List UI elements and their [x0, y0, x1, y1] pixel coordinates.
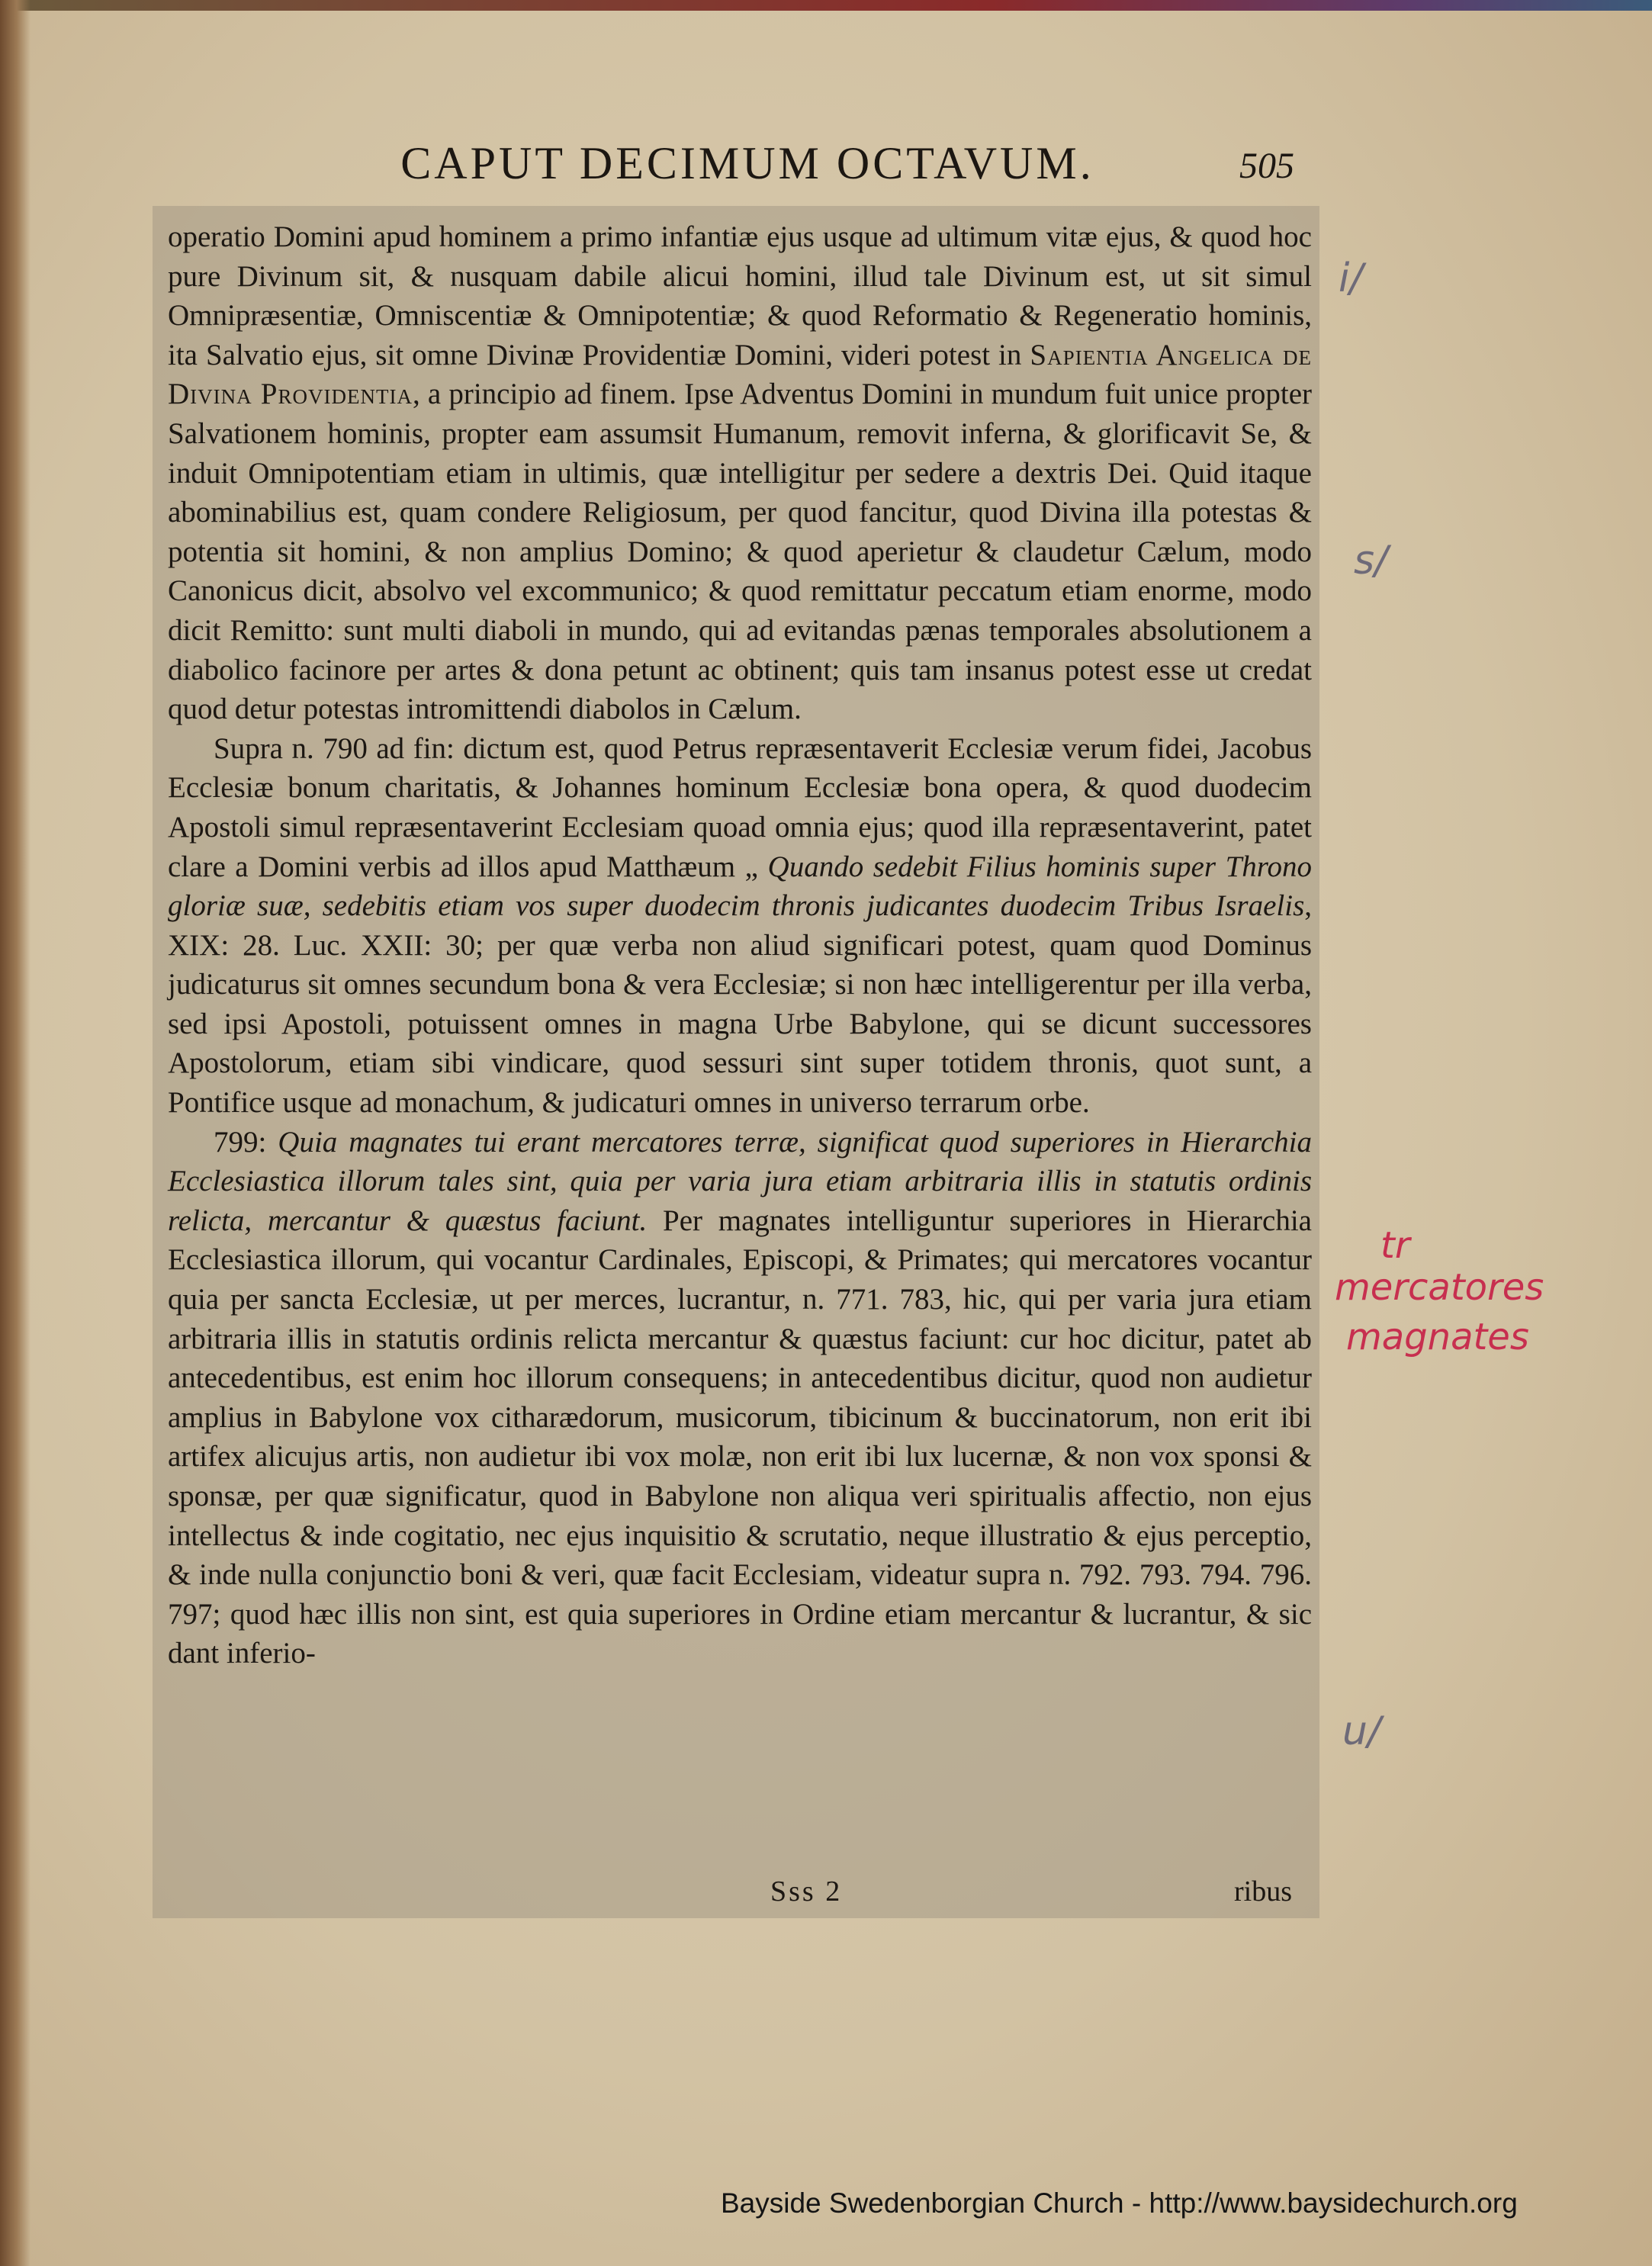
pencil-margin-mark-3: u/ [1342, 1708, 1381, 1754]
paragraph-2: Supra n. 790 ad fin: dictum est, quod Petrus repræsentaverit Ecclesiæ verum fidei, Jacobus Ecclesiæ bonum charitatis, & Johannes hominum Ecclesiæ bona opera, & quod duodecim Apostoli simul repræsentaverint Ecclesiam quoad omnia ejus; quod illa repræsentaverint, patet clare a Domini verbis ad illos apud Matthæum „ Quando sedebit Filius hominis super Throno gloriæ suæ, sedebitis etiam vos super duodecim thronis judicantes duodecim Tribus Israelis, XIX: 28. Luc. XXII: 30; per quæ verba non aliud significari potest, quam quod Dominus judicaturus sit omnes secundum bona & vera Ecclesiæ; si non hæc intelligerentur per illa verba, sed ipsi Apostoli, potuissent omnes in magna Urbe Babylone, qui se dicunt successores Apostolorum, etiam sibi vindicare, quod sessuri sint super totidem thronis, quot sunt, a Pontifice usque ad monachum, & judicaturi omnes in universo terrarum orbe. [168, 731, 1312, 1120]
running-title: CAPUT DECIMUM OCTAVUM. [400, 138, 1094, 188]
red-margin-note-tr: tr [1380, 1224, 1410, 1267]
cited-work-title: Sapientia Angelica de Divina Providentia [168, 338, 1313, 411]
page-number: 505 [1239, 146, 1294, 186]
main-text [168, 217, 1312, 1673]
red-margin-note-magnates: magnates [1346, 1316, 1529, 1358]
pencil-margin-mark-2: s/ [1354, 538, 1388, 583]
pencil-margin-mark-1: i/ [1339, 256, 1363, 301]
paragraph-1: operatio Domini apud hominem a primo infantiæ ejus usque ad ultimum vitæ ejus, & quod hoc pure Divinum sit, & nusquam dabile alicui homini, illud tale Divinum est, ut sit simul Omnipræsentiæ, Omniscentiæ & Omnipotentiæ; & quod Reformatio & Regeneratio hominis, ita Salvatio ejus, sit omne Divinæ Providentiæ Domini, videri potest in Sapientia Angelica de Divina Providentia, a principio ad finem. Ipse Adventus Domini in mundum fuit unice propter Salvationem hominis, propter eam assumsit Humanum, removit inferna, & glorificavit Se, & induit Omnipotentiam etiam in ultimis, quæ intelligitur per sedere a dextris Dei. Quid itaque abominabilius est, quam condere Religiosum, per quod fancitur, quod Divina illa potestas & potentia sit homini, & non amplius Domino; & quod aperietur & claudetur Cælum, modo Canonicus dicit, absolvo vel excommunico; & quod remittatur peccatum etiam enorme, modo dicit Remitto: sunt multi diaboli in mundo, qui ad evitandas pænas temporales absolutionem a diabolico facinore per artes & dona petunt ac obtinent; quis tam insanus potest esse ut credat quod detur potestas intromittendi diabolos in Cælum. [168, 220, 1313, 726]
paragraph-3: 799: Quia magnates tui erant mercatores terræ, significat quod superiores in Hierarchia Ecclesiastica illorum tales sint, quia per varia jura etiam arbitraria illis in statutis ordinis relicta, mercantur & quæstus faciunt. Per magnates intelliguntur superiores in Hierarchia Ecclesiastica illorum, qui vocantur Cardinales, Episcopi, & Primates; qui mercatores vocantur quia per sancta Ecclesiæ, ut per merces, lucrantur, n. 771. 783, hic, qui per varia jura etiam arbitraria illis in statutis ordinis relicta mercantur & quæstus faciunt: cur hoc dicitur, patet ab antecedentibus, est enim hoc illorum consequens; in antecedentibus dicitur, quod non audietur amplius in Babylone vox citharædorum, musicorum, tibicinum & buccinatorum, non erit ibi artifex alicujus artis, non audietur ibi vox molæ, non erit ibi lux lucernæ, & non vox sponsi & sponsæ, per quæ significatur, quod in Babylone non aliqua veri spiritualis affectio, non ejus intellectus & inde cogitatio, nec ejus inquisitio & scrutatio, neque illustratio & ejus perceptio, & inde nulla conjunctio boni & veri, quæ facit Ecclesiam, videatur supra n. 792. 793. 794. 796. 797; quod hæc illis non sint, est quia superiores in Ordine etiam mercantur & lucrantur, & sic dant inferio- [168, 1125, 1312, 1670]
red-margin-note-mercatores: mercatores [1335, 1266, 1544, 1309]
verse-explanation: Quia magnates tui erant mercatores terræ, significat quod superiores in Hierarchia Ecclesiastica illorum tales sint, quia per varia jura etiam arbitraria illis in statutis ordinis relicta, mercantur & quæstus faciunt. [168, 1125, 1312, 1237]
book-binding-edge [0, 0, 31, 2266]
signature-mark: Sss 2 [770, 1875, 843, 1908]
scripture-quote: Quando sedebit Filius hominis super Throno gloriæ suæ, sedebitis etiam vos super duodecim thronis judicantes duodecim Tribus Israelis [168, 850, 1312, 923]
section-number: 799: [214, 1125, 267, 1159]
catchword: ribus [1234, 1875, 1292, 1908]
page-top-edge [0, 0, 1652, 11]
watermark-credit: Bayside Swedenborgian Church - http://www.baysidechurch.org [721, 2187, 1518, 2219]
